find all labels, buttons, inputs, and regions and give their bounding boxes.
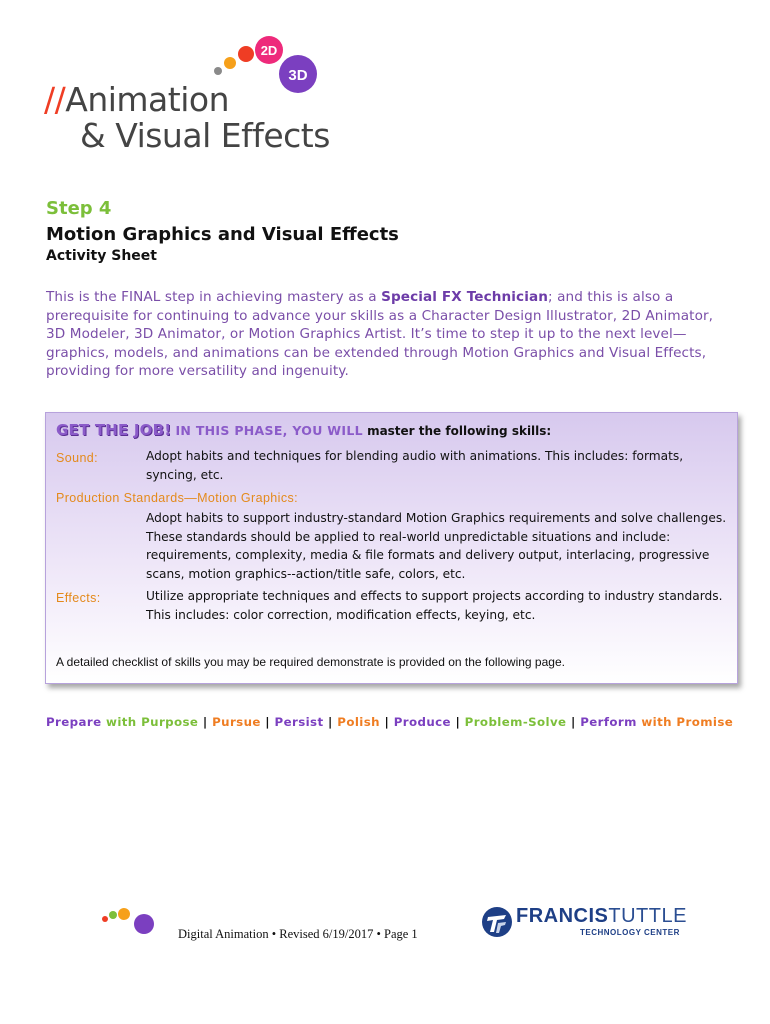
logo-line-2: & Visual Effects: [80, 116, 330, 155]
footer-circles-icon: [100, 906, 160, 936]
skill-text-sound: Adopt habits and techniques for blending audio with animations. This includes: formats, syncing, etc.: [146, 449, 684, 482]
skill-label-production: Production Standards—Motion Graphics:: [56, 491, 298, 505]
get-the-job-label: GET THE JOB!: [56, 421, 172, 439]
skill-text-effects: Utilize appropriate techniques and effects to support projects according to industry standards. This includes: color correction, modification effects, keying, etc.: [146, 589, 723, 622]
skill-label-effects: Effects:: [56, 591, 101, 605]
francis-tuttle-emblem-icon: [480, 905, 514, 939]
skills-heading: [56, 421, 551, 439]
logo-line-1: //Animation: [44, 80, 229, 119]
brand-subtitle: TECHNOLOGY CENTER: [580, 928, 680, 937]
skill-label-sound: Sound:: [56, 451, 99, 465]
step-label: Step 4: [46, 198, 112, 219]
skills-lead: master the following skills:: [367, 424, 552, 438]
intro-highlight: Special FX Technician: [381, 289, 549, 305]
badge-3d: 3D: [288, 67, 308, 84]
skill-text-production: Adopt habits to support industry-standard Motion Graphics requirements and solve challenges. These standards should be applied to real-world unpredictable situations and include: requirements, complexity, media & file formats and delivery output, interlacing, progressive scans, motion graphics--action/title safe, colors, etc.: [146, 511, 727, 581]
skills-box: [45, 412, 738, 684]
motto-line: Prepare with Purpose | Pursue | Persist | Polish | Produce | Problem-Solve | Perform with Promise: [46, 715, 734, 729]
badge-2d: 2D: [260, 43, 278, 58]
intro-paragraph: This is the FINAL step in achieving mastery as a Special FX Technician; and this is also a prerequisite for continuing to advance your skills as a Character Design Illustrator, 2D Animator, 3D Modeler, 3D Animator, or Motion Graphics Artist. It’s time to step it up to the next level—graphics, models, and animations can be extended through Motion Graphics and Visual Effects, providing for more versatility and ingenuity.: [46, 289, 714, 379]
skills-footnote: A detailed checklist of skills you may be required demonstrate is provided on the following page.: [56, 655, 565, 669]
page-title: Motion Graphics and Visual Effects: [46, 224, 399, 245]
animation-vfx-logo: [40, 30, 380, 160]
page-subtitle: Activity Sheet: [46, 248, 157, 264]
footer-text: Digital Animation • Revised 6/19/2017 • Page 1: [178, 927, 418, 941]
francis-tuttle-logo: [480, 905, 687, 939]
phase-label: IN THIS PHASE, YOU WILL: [175, 423, 363, 438]
brand-name: FRANCISTUTTLE: [516, 905, 687, 927]
